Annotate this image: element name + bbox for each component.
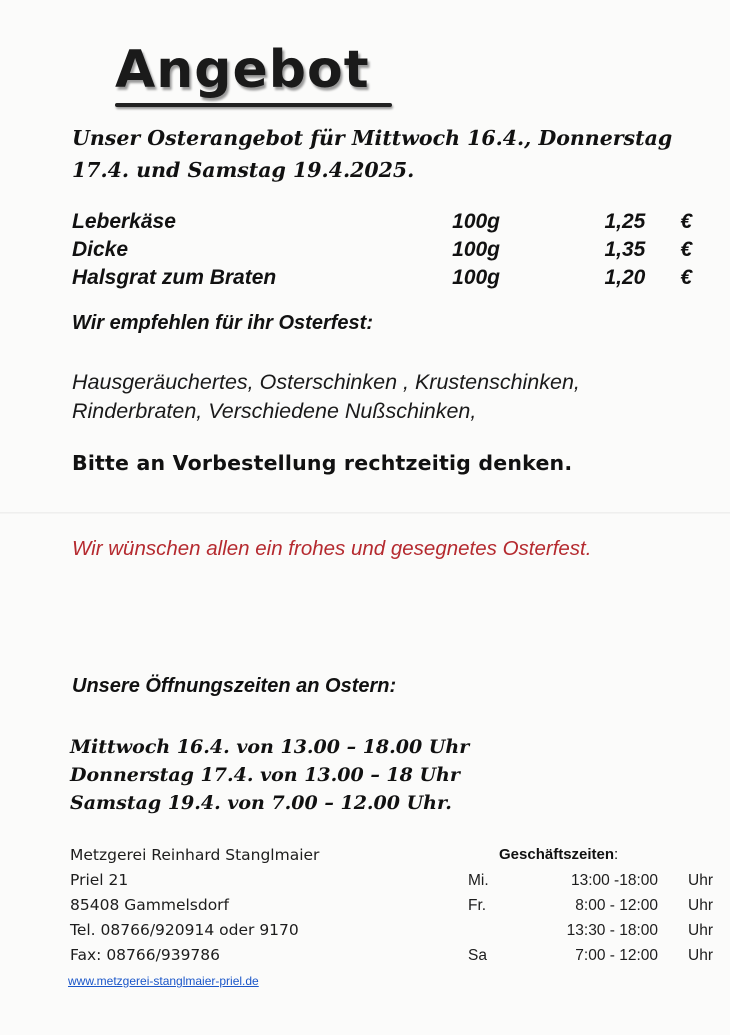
- paper-fold-line: [0, 512, 730, 514]
- offer-intro: Unser Osterangebot für Mittwoch 16.4., Donnerstag 17.4. und Samstag 19.4.2025.: [72, 126, 673, 182]
- business-hours-day: [468, 918, 518, 943]
- offer-table: [72, 208, 692, 292]
- business-hours-row: [468, 893, 728, 918]
- business-hours-day: Sa: [468, 947, 487, 964]
- recommended-products: Hausgeräuchertes, Osterschinken , Krustenschinken, Rinderbraten, Verschiedene Nußschinken,: [72, 370, 580, 423]
- business-hours-suffix: Uhr: [688, 922, 713, 939]
- offer-unit: 100g: [452, 210, 501, 233]
- offer-row: [72, 264, 692, 292]
- shop-street: Priel 21: [70, 871, 129, 889]
- business-hours-time: 13:30 - 18:00: [566, 922, 658, 939]
- offer-name: Dicke: [72, 238, 129, 261]
- offer-name: Leberkäse: [72, 210, 176, 233]
- page-title: Angebot: [115, 40, 370, 100]
- offer-price: 1,35: [604, 238, 646, 261]
- easter-hours-heading: Unsere Öffnungszeiten an Ostern:: [72, 675, 397, 697]
- recommend-heading: Wir empfehlen für ihr Osterfest:: [72, 312, 373, 334]
- offer-unit: 100g: [452, 238, 501, 261]
- offer-price: 1,25: [604, 210, 646, 233]
- shop-phone: Tel. 08766/920914 oder 9170: [70, 921, 299, 939]
- shop-city: 85408 Gammelsdorf: [70, 896, 230, 914]
- preorder-reminder: Bitte an Vorbestellung rechtzeitig denken.: [72, 451, 573, 475]
- easter-hours-line: Samstag 19.4. von 7.00 – 12.00 Uhr.: [70, 792, 452, 814]
- offer-name: Halsgrat zum Braten: [72, 266, 277, 289]
- business-hours-heading-colon: :: [614, 846, 619, 863]
- offer-row: [72, 208, 692, 236]
- business-hours-time: 8:00 - 12:00: [575, 897, 658, 914]
- business-hours-suffix: Uhr: [688, 897, 713, 914]
- business-hours-day: Fr.: [468, 897, 487, 914]
- offer-price: 1,20: [604, 266, 646, 289]
- offer-currency: €: [680, 266, 692, 289]
- offer-currency: €: [680, 210, 692, 233]
- business-hours-table: [468, 868, 728, 968]
- shop-address: [70, 843, 319, 968]
- business-hours-row: [468, 943, 728, 968]
- easter-greeting: Wir wünschen allen ein frohes und gesegnetes Osterfest.: [72, 537, 592, 560]
- business-hours-suffix: Uhr: [688, 872, 713, 889]
- shop-name: Metzgerei Reinhard Stanglmaier: [70, 846, 320, 864]
- business-hours-time: 7:00 - 12:00: [575, 947, 658, 964]
- website-link[interactable]: www.metzgerei-stanglmaier-priel.de: [68, 974, 259, 988]
- easter-hours-list: [70, 733, 469, 817]
- business-hours-heading-text: Geschäftszeiten: [499, 846, 615, 863]
- offer-row: [72, 236, 692, 264]
- offer-unit: 100g: [452, 266, 501, 289]
- business-hours-day: Mi.: [468, 872, 489, 889]
- easter-hours-line: Donnerstag 17.4. von 13.00 – 18 Uhr: [70, 764, 460, 786]
- business-hours-row: [468, 868, 728, 893]
- offer-currency: €: [680, 238, 692, 261]
- business-hours-row: [468, 918, 728, 943]
- business-hours-time: 13:00 -18:00: [570, 872, 658, 889]
- business-hours-heading: [499, 846, 618, 863]
- shop-fax: Fax: 08766/939786: [70, 946, 221, 964]
- easter-hours-line: Mittwoch 16.4. von 13.00 – 18.00 Uhr: [70, 736, 470, 758]
- title-underline: [115, 103, 392, 107]
- business-hours-suffix: Uhr: [688, 947, 713, 964]
